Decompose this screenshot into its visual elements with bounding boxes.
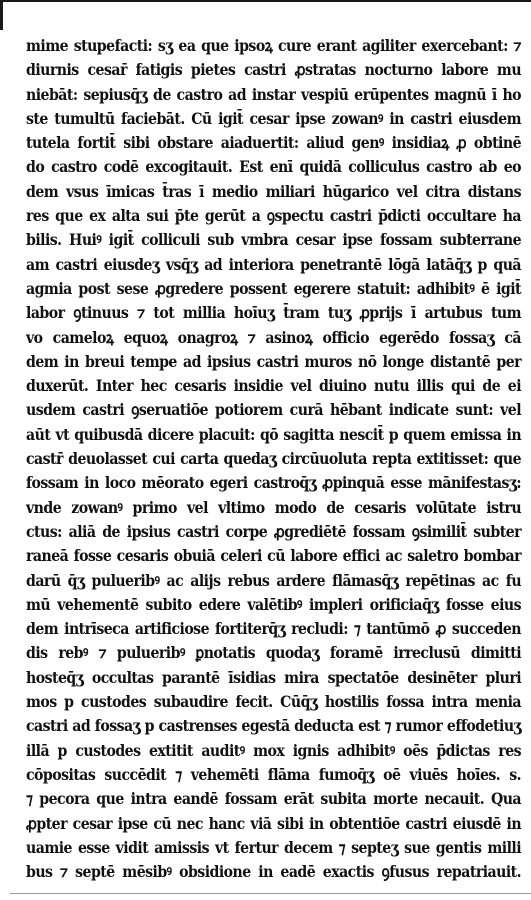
text-line: castr̄ deuolasset cui carta quedaʒ circūuoluta repta extitisset: que: [26, 449, 522, 469]
text-line: ctus: aliā de ipsius castri corpe ꝓgrediētē fossam ꝯsimilit̄ subter: [26, 521, 522, 541]
text-line: mū vehementē subito edere valētibꝰ impleri orificiaq̄ʒ fosse eius: [26, 594, 522, 614]
text-line: diurnis cesar̄ fatigis pietes castri ꝓstratas nocturno labore mu: [26, 60, 522, 80]
text-line: hosteq̄ʒ occultas parantē īsidias mira spectatōe desinēter pluri: [26, 667, 522, 687]
text-line: darū q̄ʒ pulueribꝰ ac alijs rebus ardere flāmasq̄ʒ repētinas ac fu: [26, 570, 522, 590]
text-line: dem intrīseca artificiose fortiterq̄ʒ recludi: ⁊ tantūmō ꝓ succeden: [26, 619, 522, 639]
text-line: aūt vt quibusdā dicere placuit: qō sagitta nescit̄ p quem emissa in: [26, 424, 522, 444]
text-line: tutela fortit̄ sibi obstare aiaduertit: aliud genꝰ insidiaꝝ ꝓ obtinē: [26, 133, 522, 153]
page-border-left: [0, 0, 3, 30]
text-line: castri ad fossaʒ p castrenses egestā deducta est ⁊ rumor effodetiuʒ: [26, 716, 522, 736]
text-line: dem in breui tempe ad ipsius castri muros nō longe distantē per: [26, 351, 522, 371]
text-line: duxerūt. Inter hec cesaris insidie vel diuino nutu illis qui de ei: [26, 376, 522, 396]
text-line: fossam in loco mēorato egeri castroq̄ʒ ꝓpinquā esse mānifestasʒ:: [26, 473, 522, 493]
text-line: uamie esse vidit amissis vt fertur decem ⁊ septeʒ sue gentis milli: [26, 837, 522, 857]
text-line: labor ꝯtinuus ⁊ tot millia hoīuʒ t̄ram tuʒ ꝓprijs ī artubus tum: [26, 303, 522, 323]
text-line: res que ex alta sui p̄te gerūt a ꝯspectu castri p̄dicti occultare ha: [26, 206, 522, 226]
text-line: mime stupefacti: sʒ ea que ipsoꝝ cure erant agiliter exercebant: ⁊: [26, 36, 522, 55]
text-line: usdem castri ꝯseruatiōe potiorem curā hēbant indicate sunt: vel: [26, 400, 522, 420]
text-line: mos p custodes subaudire fecit. Cūq̄ʒ hostilis fossa intra menia: [26, 692, 522, 712]
text-line: ste tumultū faciebāt. Cū igit̄ cesar ipse zowanꝰ in castri eiusdem: [26, 108, 522, 128]
text-line: niebāt: sepiusq̄ʒ de castro ad instar vespiū erūpentes magnū ī ho: [26, 84, 522, 104]
text-line: raneā fosse cesaris obuiā celeri cū labore effici ac saletro bombar: [26, 546, 522, 566]
text-line: ꝓpter cesar ipse cū nec hanc viā sibi in obtentiōe castri eiusdē in: [26, 813, 522, 833]
page-border-bottom: [10, 893, 531, 894]
text-line: bus ⁊ septē mēsibꝰ obsidione in eadē exactis ꝯfusus repatriauit.: [26, 862, 522, 882]
text-line: dem vsus īmicas t̄ras ī medio miliari hūgarico vel citra distans: [26, 181, 522, 201]
text-line: bilis. Huiꝰ igit̄ colliculi sub vmbra cesar ipse fossam subterrane: [26, 230, 522, 250]
page-border-top: [0, 0, 531, 2]
text-line: ⁊ pecora que intra eandē fossam erāt subita morte necauit. Qua: [26, 789, 522, 809]
text-line: am castri eiusdeʒ vsq̄ʒ ad interiora penetrantē lōgā latāq̄ʒ p quā: [26, 254, 522, 274]
text-line: do castro codē excogitauit. Est enī quidā colliculus castro ab eo: [26, 157, 522, 177]
text-line: agmia post sese ꝓgredere possent egerere statuit: adhibitꝰ ē igit̄: [26, 278, 522, 298]
text-line: cōpositas succēdit ⁊ vehemēti flāma fumoq̄ʒ oē viuēs hoīes. s.: [26, 764, 522, 784]
text-line: vo cameloꝝ equoꝝ onagroꝝ ⁊ asinoꝝ officio egerēdo fossaʒ cā: [26, 327, 522, 347]
document-text-block: [26, 34, 521, 884]
text-line: illā p custodes extitit auditꝰ mox ignis adhibitꝰ oēs p̄dictas res: [26, 740, 522, 760]
text-line: dis rebꝰ ⁊ pulueribꝰ ꝑnotatis quodaʒ foramē irreclusū dimitti: [26, 643, 522, 663]
text-line: vnde zowanꝰ primo vel vltimo modo de cesaris volūtate istru: [26, 497, 522, 517]
